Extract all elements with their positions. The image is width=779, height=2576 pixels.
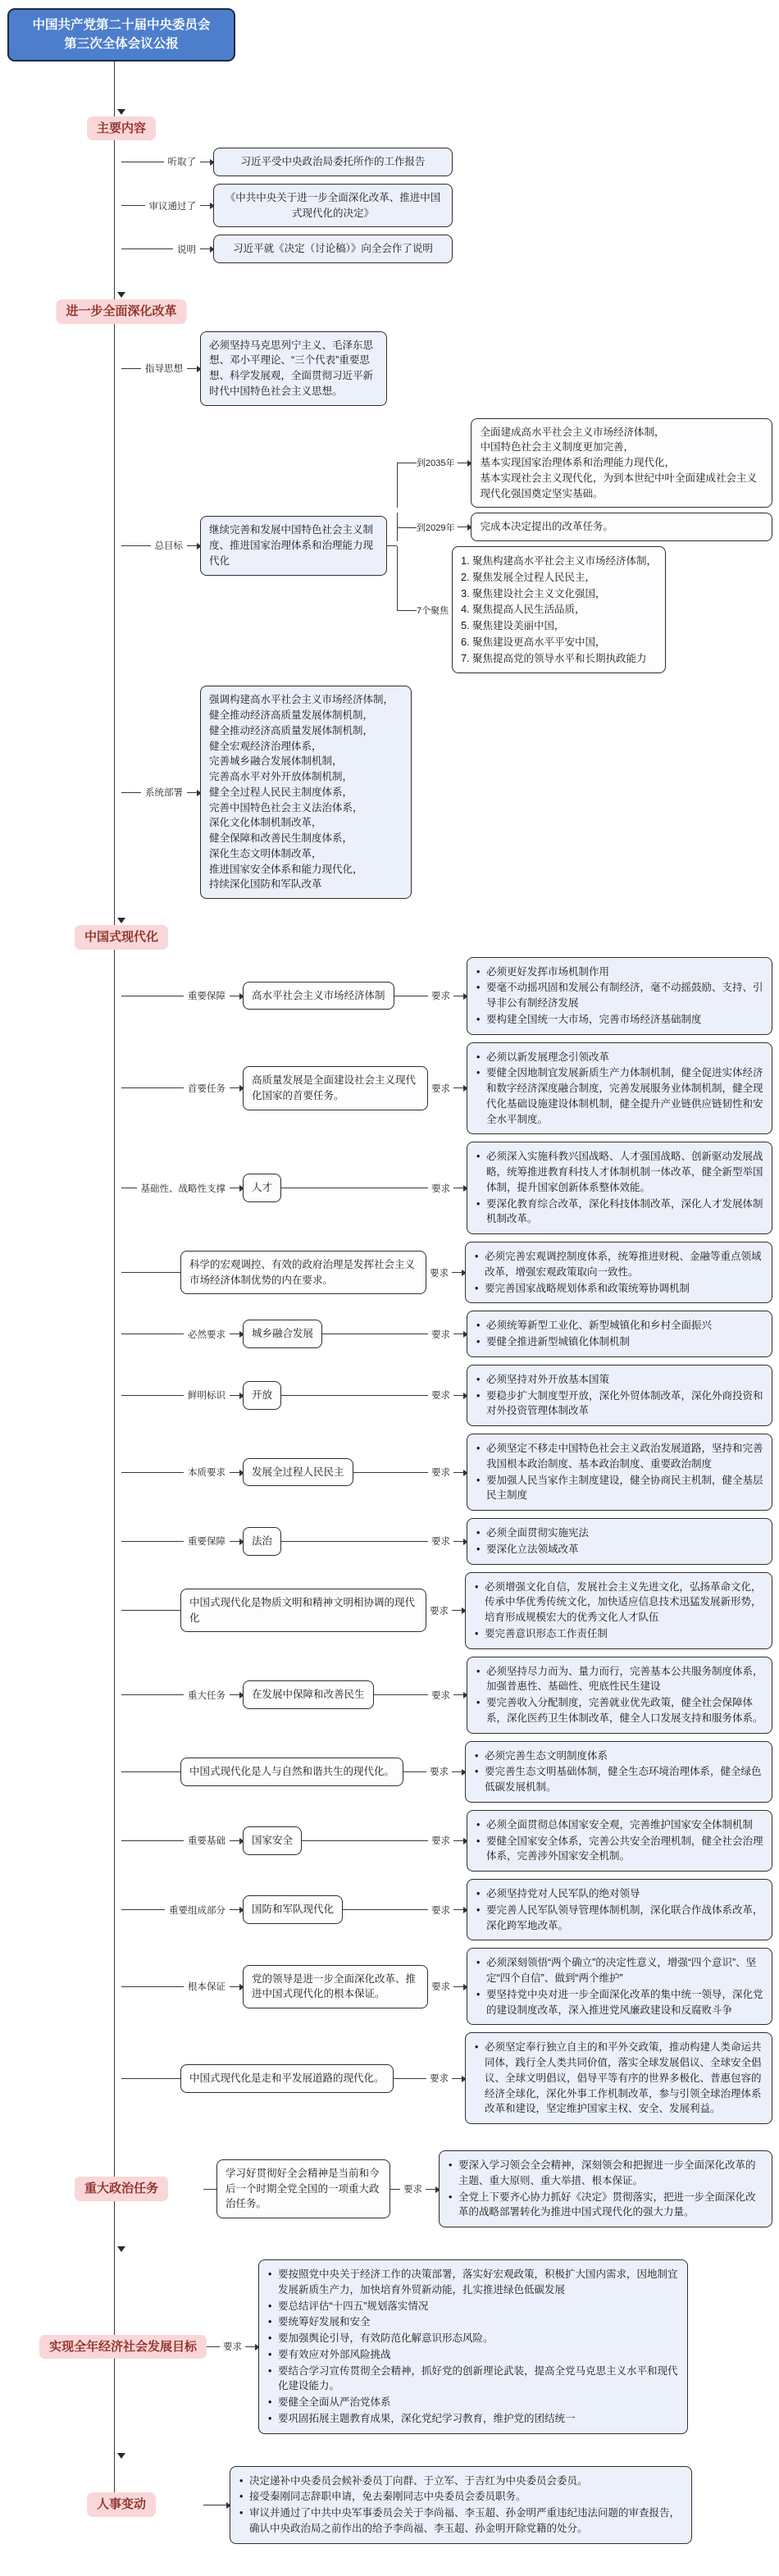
spacer: [7, 271, 772, 292]
connector-line: [121, 1395, 184, 1396]
trunk-line: [114, 62, 115, 2505]
connector-line: [353, 1472, 428, 1473]
topic-node: 中国式现代化是走和平发展道路的现代化。: [180, 2064, 394, 2093]
arrow-right-icon: [452, 1610, 465, 1611]
requirement-label: 要求: [431, 1183, 450, 1194]
connector-line: [121, 1272, 180, 1273]
connector-line: [121, 1771, 180, 1772]
focus-label: 7个聚焦: [417, 605, 449, 616]
bullet-item: • 要毫不动摇巩固和发展公有制经济，毫不动摇鼓励、支持、引导非公有制经济发展: [476, 980, 763, 1011]
topic-node: 国防和军队现代化: [243, 1895, 343, 1924]
connector-line: [203, 2189, 216, 2190]
arrow-right-icon: [453, 1986, 467, 1987]
branch-label: 本质要求: [188, 1468, 226, 1478]
branch-row: [7, 235, 772, 263]
milestone-line: 中国特色社会主义制度更加完善，: [480, 441, 634, 454]
arrow-right-icon: [230, 1472, 243, 1473]
bullet-item: • 必须以新发展理念引领改革: [476, 1050, 763, 1065]
focus-item: 聚焦发展全过程人民民主，: [472, 571, 596, 583]
focus-item: 聚焦建设社会主义文化强国，: [472, 587, 606, 600]
bullet-item: • 要完善生态文明基础体制，健全生态环境治理体系，健全绿色低碳发展机制。: [474, 1764, 763, 1795]
modernization-branch-row: [7, 1142, 772, 1234]
bullet-item: • 要健全国家安全体系，完善公共安全治理机制，健全社会治理体系，完善涉外国家安全机制。: [476, 1834, 763, 1865]
bullet-item: • 要深化教育综合改革，深化科技体制改革，深化人才发展体制机制改革。: [476, 1197, 763, 1228]
modernization-branch-row: [7, 1242, 772, 1303]
bullet-item: • 必须全面贯彻实施宪法: [476, 1525, 763, 1541]
requirement-label: 要求: [431, 1083, 450, 1094]
bullet-item: • 要加强人民当家作主制度建设，健全协商民主机制，健全基层民主制度: [476, 1473, 763, 1504]
content-node: 习近平受中央政治局委托所作的工作报告: [213, 148, 453, 176]
deployment-line: 完善中国特色社会主义法治体系，: [209, 801, 363, 814]
bullet-item: • 要稳步扩大制度型开放，深化外贸体制改革，深化外商投资和对外投资管理体制改革: [476, 1388, 763, 1420]
arrow-right-icon: [452, 1272, 465, 1273]
arrow-right-icon: [187, 792, 200, 793]
focus-list: [452, 546, 666, 673]
deployment-line: 健全推动经济高质量发展体制机制，: [209, 724, 374, 736]
branch-row: [7, 184, 772, 228]
section-political-task: [7, 2150, 772, 2227]
section-annual-goals: [7, 2259, 772, 2434]
milestone-node: [471, 418, 772, 508]
bullet-item: • 要总结评估“十四五”规划落实情况: [267, 2299, 679, 2314]
bullet-item: • 要深入学习领会全会精神，深刻领会和把握进一步全面深化改革的主题、重大原则、重大举措、根本保证。: [448, 2158, 763, 2189]
requirement-label: 要求: [431, 1836, 450, 1847]
bullet-item: • 要深化立法领域改革: [476, 1542, 763, 1557]
branch-label: 总目标: [154, 541, 183, 552]
topic-node: 城乡融合发展: [243, 1320, 322, 1348]
arrow-right-icon: [230, 1087, 243, 1088]
arrow-right-icon: [200, 248, 213, 249]
bullet-item: • 要按照党中央关于经济工作的决策部署，落实好宏观政策，积极扩大国内需求，因地制宜发展新质生产力，加快培育外贸新动能，扎实推进绿色低碳发展: [267, 2267, 679, 2298]
requirements-box: [467, 1657, 772, 1734]
arrow-right-icon: [187, 368, 200, 369]
bullet-item: • 要统筹好发展和安全: [267, 2314, 679, 2330]
arrow-down-icon: [117, 292, 125, 298]
content-node: 《中共中央关于进一步全面深化改革、推进中国式现代化的决定》: [213, 184, 453, 228]
deployment-line: 健全推动经济高质量发展体制机制，: [209, 709, 374, 721]
requirement-label: 要求: [430, 2074, 449, 2085]
bullet-item: • 必须坚持对外开放基本国策: [476, 1372, 763, 1388]
bullet-item: • 必须增强文化自信，发展社会主义先进文化，弘扬革命文化，传承中华优秀传统文化，加快适应信息技术迅猛发展新形势，培育形成规模宏大的优秀文化人才队伍: [474, 1580, 763, 1625]
requirement-label: 要求: [431, 1391, 450, 1402]
requirements-box: [439, 2150, 772, 2227]
topic-node: 学习好贯彻好全会精神是当前和今后一个时期全党全国的一项重大政治任务。: [216, 2159, 390, 2218]
spacer: [7, 2442, 772, 2453]
bullet-item: • 要完善国家战略规划体系和政策统筹协调机制: [474, 1281, 763, 1297]
modernization-branch-row: [7, 1311, 772, 1357]
arrow-down-icon: [117, 2246, 125, 2252]
topic-node: 发展全过程人民民主: [243, 1458, 353, 1487]
arrow-right-icon: [230, 1541, 243, 1542]
connector-line: [121, 792, 141, 793]
topic-node: 中国式现代化是人与自然和谐共生的现代化。: [180, 1758, 403, 1786]
deployment-line: 强调构建高水平社会主义市场经济体制，: [209, 694, 394, 706]
requirements-box: [258, 2259, 688, 2434]
modernization-branch-row: [7, 1042, 772, 1135]
arrow-right-icon: [453, 1694, 467, 1695]
requirement-label: 要求: [430, 1767, 449, 1778]
section-label-personnel: 人事变动: [87, 2492, 156, 2517]
connector-line: [403, 1771, 426, 1772]
connector-line: [281, 1395, 428, 1396]
connector-line: [121, 368, 141, 369]
connector-line: [374, 1694, 428, 1695]
branch-row: [7, 148, 772, 176]
content-node: 习近平就《决定（讨论稿）》向全会作了说明: [213, 235, 453, 263]
arrow-right-icon: [452, 2078, 465, 2079]
topic-node: 高质量发展是全面建设社会主义现代化国家的首要任务。: [243, 1066, 428, 1110]
connector-line: [387, 545, 397, 546]
arrow-down-icon: [117, 109, 125, 115]
bullet-item: • 必须完善宏观调控制度体系，统筹推进财税、金融等重点领域改革，增强宏观政策取向一致性。: [474, 1249, 763, 1280]
content-node: 必须坚持马克思列宁主义、毛泽东思想、邓小平理论、“三个代表”重要思想、科学发展观，全面贯彻习近平新时代中国特色社会主义思想。: [200, 331, 387, 406]
connector-line: [121, 1472, 184, 1473]
branch-row-systematic-deployment: [7, 686, 772, 899]
modernization-branch-row: [7, 1434, 772, 1511]
bullet-item: • 要加强舆论引导，有效防范化解意识形态风险。: [267, 2331, 679, 2346]
branch-label: 鲜明标识: [188, 1391, 226, 1402]
modernization-branch-row: [7, 2032, 772, 2124]
connector-line: [121, 1840, 184, 1841]
arrow-right-icon: [200, 205, 213, 206]
branch-label: 根本保证: [188, 1982, 226, 1993]
bullet-item: • 必须统筹新型工业化、新型城镇化和乡村全面振兴: [476, 1318, 763, 1334]
bullet-item: • 要结合学习宣传贯彻全会精神，抓好党的创新理论武装，提高全党马克思主义水平和现代化建设能力。: [267, 2364, 679, 2395]
deployment-line: 健全保障和改善民生制度体系，: [209, 832, 353, 844]
personnel-box: [230, 2466, 692, 2544]
requirements-box: [467, 1311, 772, 1357]
branch-label: 系统部署: [145, 788, 183, 799]
requirement-label: 要求: [430, 1268, 449, 1279]
requirement-label: 要求: [431, 1329, 450, 1340]
requirements-box: [465, 2032, 772, 2124]
root-title-line1: 中国共产党第二十届中央委员会: [32, 18, 211, 32]
deployment-list: [200, 686, 412, 899]
requirement-label: 要求: [403, 2185, 422, 2195]
bullet-item: • 全党上下要齐心协力抓好《决定》贯彻落实，把进一步全面深化改革的战略部署转化为推进中国式现代化的强大力量。: [448, 2190, 763, 2221]
modernization-branch-row: [7, 1741, 772, 1803]
bullet-item: • 要完善意识形态工作责任制: [474, 1626, 763, 1642]
branch-label: 基础性、战略性支撑: [140, 1183, 226, 1194]
modernization-branch-row: [7, 1657, 772, 1734]
arrow-right-icon: [453, 1087, 467, 1088]
deployment-line: 健全宏观经济治理体系，: [209, 740, 322, 752]
connector-line: [121, 248, 173, 249]
branch-label: 必然要求: [188, 1329, 226, 1340]
arrow-right-icon: [230, 1909, 243, 1910]
connector-line: [121, 1610, 180, 1611]
connector-line: [207, 2346, 220, 2347]
arrow-right-icon: [453, 1395, 467, 1396]
spacer: [7, 2235, 772, 2246]
bullet-item: • 要健全因地制宜发展新质生产力体制机制，健全促进实体经济和数字经济深度融合制度，完善发展服务业体制机制，健全现代化基础设施建设体制机制，健全提升产业链供应链韧性和安全水平制度。: [476, 1065, 763, 1127]
branch-label: 重要基础: [188, 1836, 226, 1847]
spacer: [7, 2131, 772, 2143]
requirements-box: [467, 957, 772, 1035]
bullet-item: • 接受秦刚同志辞职申请，免去秦刚同志中央委员会委员职务。: [239, 2489, 683, 2505]
arrow-right-icon: [230, 1840, 243, 1841]
section-main-content: [7, 116, 772, 264]
bullet-item: • 必须深刻领悟“两个确立”的决定性意义，增强“四个意识”、坚定“四个自信”、做到“两个维护”: [476, 1955, 763, 1986]
bullet-item: • 要坚持党中央对进一步全面深化改革的集中统一领导，深化党的建设制度改革，深入推进党风廉政建设和反腐败斗争: [476, 1987, 763, 2018]
bullet-item: • 审议并通过了中共中央军事委员会关于李尚福、李玉超、孙金明严重违纪违法问题的审查报告，确认中央政治局之前作出的给予李尚福、李玉超、孙金明开除党籍的处分。: [239, 2505, 683, 2537]
focus-item: 聚焦构建高水平社会主义市场经济体制，: [472, 555, 658, 567]
modernization-branch-row: [7, 1810, 772, 1872]
milestone-label: 到2029年: [417, 522, 455, 533]
requirement-label: 要求: [431, 1905, 450, 1916]
section-label-main-content: 主要内容: [87, 116, 156, 141]
focus-item: 聚焦建设美丽中国，: [472, 620, 565, 631]
root-node: [7, 8, 235, 62]
topic-node: 法治: [243, 1527, 281, 1556]
bullet-item: • 要巩固拓展主题教育成果，深化党纪学习教育，维护党的团结统一: [267, 2411, 679, 2427]
section-label-political-task: 重大政治任务: [75, 2177, 168, 2201]
deployment-line: 持续深化国防和军队改革: [209, 878, 322, 891]
connector-line: [302, 1840, 428, 1841]
arrow-right-icon: [230, 1986, 243, 1987]
branch-label: 听取了: [167, 157, 196, 168]
deployment-line: 深化文化体制机制改革，: [209, 817, 322, 829]
arrow-right-icon: [452, 1771, 465, 1772]
topic-node: 高水平社会主义市场经济体制: [243, 982, 394, 1010]
arrow-right-icon: [453, 1541, 467, 1542]
requirement-label: 要求: [223, 2342, 243, 2353]
focus-row: [397, 546, 772, 673]
section-personnel: [7, 2466, 772, 2544]
bullet-item: • 要健全全面从严治党体系: [267, 2395, 679, 2410]
requirements-box: [465, 1741, 772, 1803]
section-deepen-reform: [7, 299, 772, 899]
arrow-right-icon: [187, 545, 200, 546]
branch-label: 重大任务: [188, 1690, 226, 1701]
modernization-branch-row: [7, 1879, 772, 1940]
focus-item: 聚焦提高党的领导水平和长期执政能力: [472, 652, 647, 664]
branch-label: 首要任务: [188, 1083, 226, 1094]
topic-node: 开放: [243, 1381, 281, 1410]
requirements-box: [467, 1434, 772, 1511]
branch-label: 重要保障: [188, 1537, 226, 1548]
arrow-right-icon: [230, 1694, 243, 1695]
requirement-label: 要求: [431, 1690, 450, 1701]
section-label-deepen-reform: 进一步全面深化改革: [56, 299, 186, 324]
milestones-group: [397, 413, 772, 679]
requirement-label: 要求: [431, 1537, 450, 1548]
arrow-right-icon: [426, 2189, 439, 2190]
requirements-box: [467, 1948, 772, 2025]
topic-node: 党的领导是进一步全面深化改革、推进中国式现代化的根本保证。: [243, 1965, 428, 2009]
connector-line: [121, 1087, 184, 1088]
connector-line: [121, 1986, 184, 1987]
branch-row-guiding-ideology: [7, 331, 772, 406]
connector-line: [121, 1694, 184, 1695]
topic-node: 中国式现代化是物质文明和精神文明相协调的现代化: [180, 1589, 426, 1633]
arrow-right-icon: [230, 1395, 243, 1396]
deployment-line: 深化生态文明体制改革，: [209, 847, 322, 859]
focus-item: 聚焦建设更高水平平安中国，: [472, 636, 606, 648]
bullet-item: • 决定递补中央委员会候补委员丁向群、于立军、于吉红为中央委员会委员。: [239, 2473, 683, 2489]
bullet-item: • 必须坚定奉行独立自主的和平外交政策，推动构建人类命运共同体，践行全人类共同价值，落实全球发展倡议、全球安全倡议、全球文明倡议，倡导平等有序的世界多极化、普惠包容的经济全球化，深化外事工作机制改革，参与引领全球治理体系改革和建设，坚定维护国家主权、安全、发展利益。: [474, 2040, 763, 2117]
branch-label: 审议通过了: [148, 201, 196, 212]
deployment-line: 健全全过程人民民主制度体系，: [209, 786, 353, 798]
requirements-box: [467, 1879, 772, 1940]
arrow-right-icon: [453, 1909, 467, 1910]
branch-label: 指导思想: [145, 364, 183, 374]
branch-label: 重要保障: [188, 992, 226, 1001]
topic-node: 在发展中保障和改善民生: [243, 1680, 374, 1709]
requirements-box: [467, 1810, 772, 1872]
arrow-right-icon: [453, 1840, 467, 1841]
connector-line: [121, 205, 145, 206]
topic-node: 国家安全: [243, 1826, 302, 1855]
bullet-item: • 要完善收入分配制度，完善就业优先政策，健全社会保障体系，深化医药卫生体制改革，健全人口发展支持和服务体系。: [476, 1695, 763, 1726]
section-chinese-modernization: [7, 925, 772, 2124]
topic-node: 人才: [243, 1174, 281, 1202]
connector-line: [121, 2078, 180, 2079]
deployment-line: 完善高水平对外开放体制机制，: [209, 771, 353, 782]
topic-node: 科学的宏观调控、有效的政府治理是发挥社会主义市场经济体制优势的内在要求。: [180, 1251, 426, 1295]
milestone-line: 全面建成高水平社会主义市场经济体制，: [480, 426, 665, 438]
requirements-box: [467, 1142, 772, 1234]
milestone-node: 完成本决定提出的改革任务。: [471, 513, 772, 541]
requirements-box: [465, 1242, 772, 1303]
requirement-label: 要求: [431, 992, 450, 1001]
bullet-item: • 要健全推进新型城镇化体制机制: [476, 1334, 763, 1350]
arrow-down-icon: [117, 2453, 125, 2459]
branch-label: 说明: [177, 244, 196, 255]
spacer: [7, 62, 772, 109]
bullet-item: • 必须坚持党对人民军队的绝对领导: [476, 1886, 763, 1902]
bullet-item: • 必须坚持尽力而为、量力而行，完善基本公共服务制度体系，加强普惠性、基础性、兜底性民生建设: [476, 1664, 763, 1695]
focus-item: 聚焦提高人民生活品质，: [472, 604, 585, 616]
bullet-item: • 必须全面贯彻总体国家安全观，完善维护国家安全体制机制: [476, 1817, 763, 1833]
bullet-item: • 必须更好发挥市场机制作用: [476, 964, 763, 980]
branch-row-overall-goal: [7, 413, 772, 679]
requirements-box: [467, 1518, 772, 1565]
bullet-item: • 必须完善生态文明制度体系: [474, 1748, 763, 1764]
bullet-item: • 要构建全国统一大市场，完善市场经济基础制度: [476, 1012, 763, 1028]
bullet-item: • 必须坚定不移走中国特色社会主义政治发展道路，坚持和完善我国根本政治制度、基本政治制度、重要政治制度: [476, 1441, 763, 1472]
requirements-box: [467, 1365, 772, 1426]
milestone-label: 到2035年: [417, 458, 455, 469]
connector-line: [281, 1541, 428, 1542]
arrow-right-icon: [245, 2346, 258, 2347]
arrow-down-icon: [117, 918, 125, 923]
milestone-row-2035: [397, 418, 772, 508]
connector-line: [394, 2078, 426, 2079]
modernization-branch-row: [7, 1948, 772, 2025]
connector-line: [343, 1909, 428, 1910]
milestone-line: 基本实现社会主义现代化，为到本世纪中叶全面建成社会主义现代化强国奠定坚实基础。: [480, 472, 757, 499]
section-label-annual-goals: 实现全年经济社会发展目标: [39, 2335, 207, 2359]
connector-line: [121, 1541, 184, 1542]
requirements-box: [467, 1042, 772, 1135]
modernization-branch-row: [7, 957, 772, 1035]
requirement-label: 要求: [431, 1982, 450, 1993]
requirement-label: 要求: [430, 1606, 449, 1616]
spacer: [7, 906, 772, 918]
arrow-right-icon: [453, 1472, 467, 1473]
section-label-chinese-modernization: 中国式现代化: [75, 925, 168, 950]
bullet-item: • 要完善人民军队领导管理体制机制，深化联合作战体系改革，深化跨军地改革。: [476, 1903, 763, 1934]
milestone-line: 基本实现国家治理体系和治理能力现代化，: [480, 457, 675, 468]
modernization-branch-row: [7, 1518, 772, 1565]
requirements-box: [465, 1572, 772, 1649]
modernization-branch-row: [7, 1572, 772, 1649]
requirement-label: 要求: [431, 1468, 450, 1478]
connector-line: [121, 1909, 165, 1910]
bullet-item: • 必须深入实施科教兴国战略、人才强国战略、创新驱动发展战略，统筹推进教育科技人才体制机制一体改革，健全新型举国体制，提升国家创新体系整体效能。: [476, 1149, 763, 1195]
deployment-line: 推进国家安全体系和能力现代化，: [209, 863, 363, 875]
content-node: 继续完善和发展中国特色社会主义制度、推进国家治理体系和治理能力现代化: [200, 516, 387, 575]
branch-label: 重要组成部分: [169, 1905, 226, 1916]
root-title-line2: 第三次全体会议公报: [64, 37, 179, 52]
bullet-item: • 要有效应对外部风险挑战: [267, 2347, 679, 2363]
connector-line: [121, 545, 151, 546]
connector-line: [390, 2189, 400, 2190]
deployment-line: 完善城乡融合发展体制机制，: [209, 755, 343, 768]
modernization-branch-row: [7, 1365, 772, 1426]
milestone-row-2029: [397, 513, 772, 541]
